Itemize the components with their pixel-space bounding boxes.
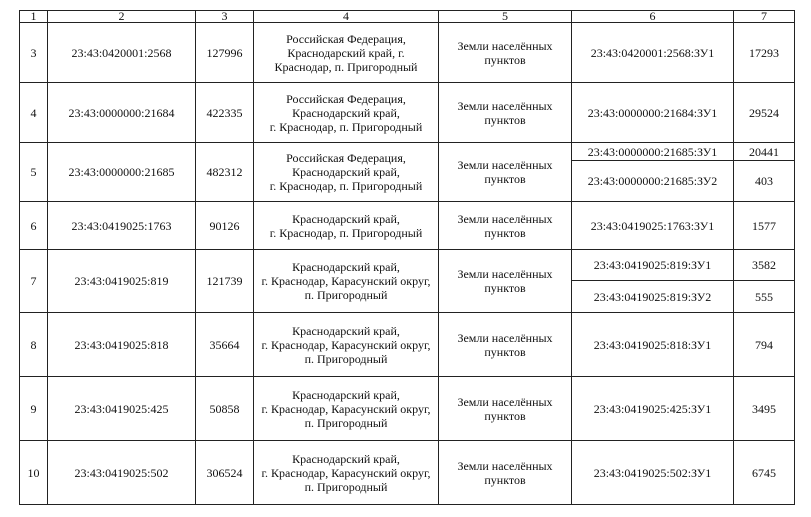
- parcel-area-cell: 3582: [734, 250, 795, 281]
- parcel-id-cell: 23:43:0419025:1763:ЗУ1: [572, 202, 734, 250]
- cadastral-number-cell: 23:43:0419025:425: [48, 377, 196, 441]
- header-row: [20, 11, 795, 23]
- row-number-cell: 9: [20, 377, 48, 441]
- parcel-id-cell: 23:43:0419025:818:ЗУ1: [572, 313, 734, 377]
- parcel-id-cell: 23:43:0419025:502:ЗУ1: [572, 441, 734, 505]
- address-cell: Российская Федерация, Краснодарский край, г. Краснодар, п. Пригородный: [254, 143, 439, 202]
- parcel-area-cell: 403: [734, 161, 795, 202]
- table-row: [20, 83, 795, 143]
- parcel-area-cell: 29524: [734, 83, 795, 143]
- area-cell: 121739: [196, 250, 254, 313]
- area-cell: 35664: [196, 313, 254, 377]
- parcel-area-cell: 3495: [734, 377, 795, 441]
- parcel-area-cell: 1577: [734, 202, 795, 250]
- parcel-area-cell: 555: [734, 281, 795, 313]
- land-category-cell: Земли населённых пунктов: [439, 313, 572, 377]
- parcel-id-cell: 23:43:0000000:21685:ЗУ1: [572, 143, 734, 161]
- parcel-id-cell: 23:43:0000000:21685:ЗУ2: [572, 161, 734, 202]
- cadastral-number-cell: 23:43:0420001:2568: [48, 23, 196, 83]
- area-cell: 50858: [196, 377, 254, 441]
- row-number-cell: 7: [20, 250, 48, 313]
- parcel-id-cell: 23:43:0419025:819:ЗУ1: [572, 250, 734, 281]
- header-cell-3: 3: [196, 11, 254, 23]
- area-cell: 90126: [196, 202, 254, 250]
- land-category-cell: Земли населённых пунктов: [439, 377, 572, 441]
- address-cell: Российская Федерация, Краснодарский край, г. Краснодар, п. Пригородный: [254, 23, 439, 83]
- table-body: [20, 11, 795, 505]
- header-cell-5: 5: [439, 11, 572, 23]
- table-row: [20, 202, 795, 250]
- address-cell: Краснодарский край, г. Краснодар, Карасунский округ, п. Пригородный: [254, 250, 439, 313]
- area-cell: 127996: [196, 23, 254, 83]
- cadastral-number-cell: 23:43:0419025:1763: [48, 202, 196, 250]
- parcel-area-cell: 6745: [734, 441, 795, 505]
- address-cell: Краснодарский край, г. Краснодар, Карасунский округ, п. Пригородный: [254, 377, 439, 441]
- parcel-id-cell: 23:43:0420001:2568:ЗУ1: [572, 23, 734, 83]
- header-cell-6: 6: [572, 11, 734, 23]
- table-row: [20, 23, 795, 83]
- parcel-area-cell: 20441: [734, 143, 795, 161]
- land-category-cell: Земли населённых пунктов: [439, 23, 572, 83]
- address-cell: Краснодарский край, г. Краснодар, Карасунский округ, п. Пригородный: [254, 313, 439, 377]
- parcel-area-cell: 17293: [734, 23, 795, 83]
- land-category-cell: Земли населённых пунктов: [439, 202, 572, 250]
- header-cell-4: 4: [254, 11, 439, 23]
- header-cell-1: 1: [20, 11, 48, 23]
- table-row: [20, 377, 795, 441]
- cadastral-number-cell: 23:43:0419025:818: [48, 313, 196, 377]
- address-cell: Краснодарский край, г. Краснодар, Карасунский округ, п. Пригородный: [254, 441, 439, 505]
- cadastral-number-cell: 23:43:0000000:21685: [48, 143, 196, 202]
- table-row: [20, 250, 795, 281]
- row-number-cell: 8: [20, 313, 48, 377]
- header-cell-7: 7: [734, 11, 795, 23]
- area-cell: 306524: [196, 441, 254, 505]
- parcel-id-cell: 23:43:0419025:819:ЗУ2: [572, 281, 734, 313]
- area-cell: 422335: [196, 83, 254, 143]
- header-cell-2: 2: [48, 11, 196, 23]
- parcel-area-cell: 794: [734, 313, 795, 377]
- parcel-id-cell: 23:43:0419025:425:ЗУ1: [572, 377, 734, 441]
- row-number-cell: 3: [20, 23, 48, 83]
- table-row: [20, 143, 795, 161]
- row-number-cell: 10: [20, 441, 48, 505]
- row-number-cell: 4: [20, 83, 48, 143]
- land-plots-table: [19, 10, 795, 505]
- area-cell: 482312: [196, 143, 254, 202]
- land-category-cell: Земли населённых пунктов: [439, 441, 572, 505]
- address-cell: Российская Федерация, Краснодарский край, г. Краснодар, п. Пригородный: [254, 83, 439, 143]
- land-category-cell: Земли населённых пунктов: [439, 250, 572, 313]
- land-category-cell: Земли населённых пунктов: [439, 83, 572, 143]
- row-number-cell: 6: [20, 202, 48, 250]
- cadastral-number-cell: 23:43:0419025:502: [48, 441, 196, 505]
- table-row: [20, 313, 795, 377]
- parcel-id-cell: 23:43:0000000:21684:ЗУ1: [572, 83, 734, 143]
- table-row: [20, 441, 795, 505]
- cadastral-number-cell: 23:43:0419025:819: [48, 250, 196, 313]
- address-cell: Краснодарский край, г. Краснодар, п. Пригородный: [254, 202, 439, 250]
- land-category-cell: Земли населённых пунктов: [439, 143, 572, 202]
- cadastral-number-cell: 23:43:0000000:21684: [48, 83, 196, 143]
- row-number-cell: 5: [20, 143, 48, 202]
